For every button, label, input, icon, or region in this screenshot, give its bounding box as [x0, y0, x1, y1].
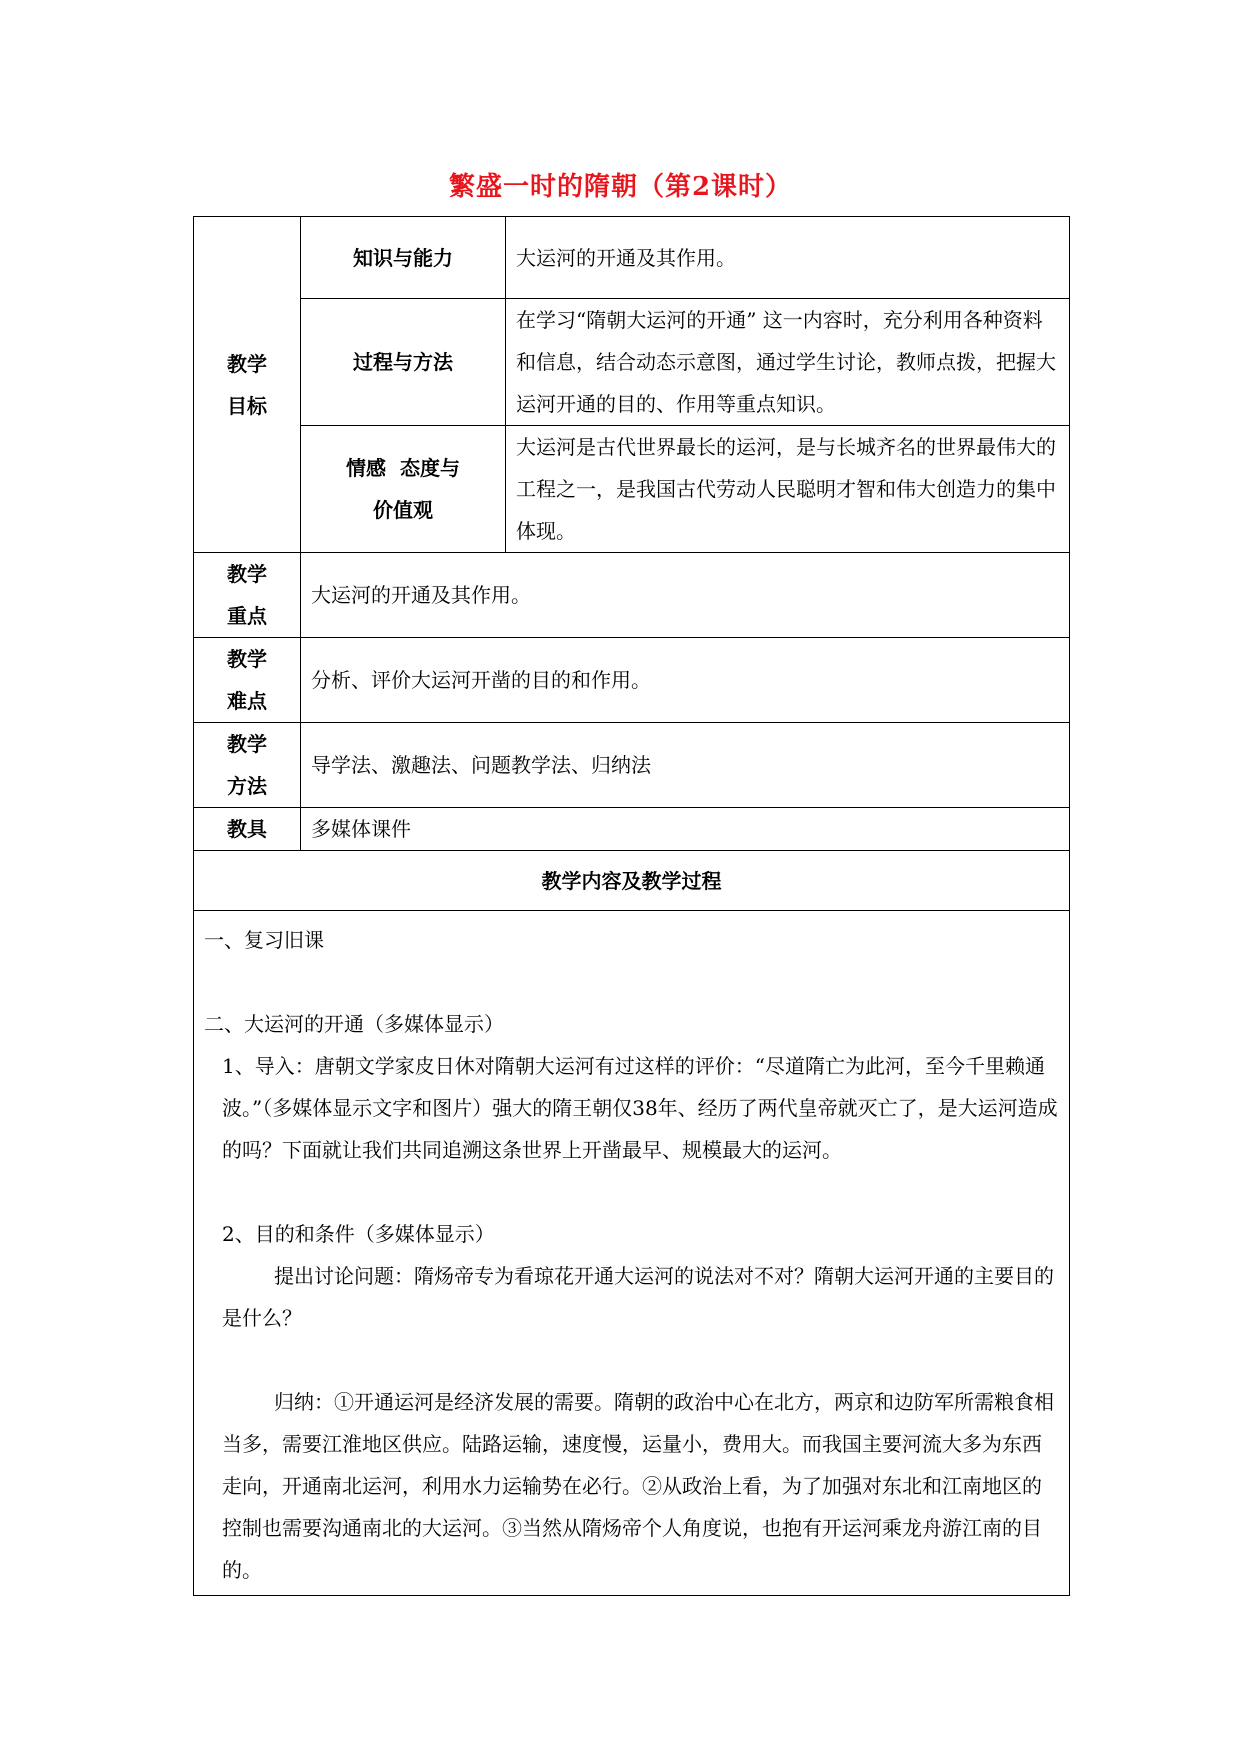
purpose-heading: 2、目的和条件（多媒体显示） [222, 1222, 495, 1246]
process-content [194, 911, 1070, 1596]
discussion-question: 提出讨论问题：隋炀帝专为看琼花开通大运河的说法对不对？隋朝大运河开通的主要目的是什么？ [222, 1264, 1054, 1330]
summary-paragraph: 归纳：①开通运河是经济发展的需要。隋朝的政治中心在北方，两京和边防军所需粮食相当多，需要江淮地区供应。陆路运输，速度慢，运量小，费用大。而我国主要河流大多为东西走向，开通南北运河，利用水力运输势在必行。②从政治上看，为了加强对东北和江南地区的控制也需要沟通南北的大运河。③当然从隋炀帝个人角度说，也抱有开运河乘龙舟游江南的目的。 [222, 1390, 1054, 1582]
objective-row-process [194, 299, 1070, 426]
tools-row [194, 808, 1070, 851]
process-content-row [194, 911, 1070, 1596]
objective-name-line2: 价值观 [373, 498, 433, 522]
objectives-label-line1: 教学 [227, 351, 267, 376]
objective-name: 过程与方法 [301, 299, 506, 426]
tools-label: 教具 [194, 808, 301, 851]
objective-value: 大运河的开通及其作用。 [506, 217, 1070, 299]
objectives-label-line2: 目标 [227, 393, 267, 418]
objective-value: 大运河是古代世界最长的运河，是与长城齐名的世界最伟大的工程之一，是我国古代劳动人民聪明才智和伟大创造力的集中体现。 [506, 426, 1070, 553]
objective-name: 知识与能力 [301, 217, 506, 299]
section-review: 一、复习旧课 [204, 928, 324, 952]
difficulties-row [194, 638, 1070, 723]
methods-label-line2: 方法 [227, 774, 267, 798]
process-heading-row [194, 851, 1070, 911]
page-title: 繁盛一时的隋朝（第2课时） [448, 172, 793, 202]
key-points-value: 大运河的开通及其作用。 [301, 553, 1070, 638]
difficulties-label-line1: 教学 [227, 647, 267, 671]
objectives-label [194, 217, 301, 553]
objective-row-emotion [194, 426, 1070, 553]
difficulties-label [194, 638, 301, 723]
lesson-plan-table [193, 216, 1070, 1596]
methods-row [194, 723, 1070, 808]
key-points-row [194, 553, 1070, 638]
tools-value: 多媒体课件 [301, 808, 1070, 851]
methods-label-line1: 教学 [227, 732, 267, 756]
key-points-label-line2: 重点 [227, 604, 267, 628]
objective-value: 在学习“隋朝大运河的开通” 这一内容时，充分利用各种资料和信息，结合动态示意图，通过学生讨论，教师点拨，把握大运河开通的目的、作用等重点知识。 [506, 299, 1070, 426]
difficulties-value: 分析、评价大运河开凿的目的和作用。 [301, 638, 1070, 723]
process-heading: 教学内容及教学过程 [194, 851, 1070, 911]
objective-name [301, 426, 506, 553]
intro-paragraph: 1、导入：唐朝文学家皮日休对隋朝大运河有过这样的评价：“尽道隋亡为此河，至今千里赖通波。”（多媒体显示文字和图片）强大的隋王朝仅38年、经历了两代皇帝就灭亡了，是大运河造成的吗？下面就让我们共同追溯这条世界上开凿最早、规模最大的运河。 [222, 1054, 1058, 1162]
objective-row-knowledge [194, 217, 1070, 299]
methods-value: 导学法、激趣法、问题教学法、归纳法 [301, 723, 1070, 808]
key-points-label-line1: 教学 [227, 562, 267, 586]
key-points-label [194, 553, 301, 638]
methods-label [194, 723, 301, 808]
section-canal: 二、大运河的开通（多媒体显示） [204, 1012, 504, 1036]
difficulties-label-line2: 难点 [227, 689, 267, 713]
objective-name-line1: 情感 态度与 [346, 456, 460, 480]
